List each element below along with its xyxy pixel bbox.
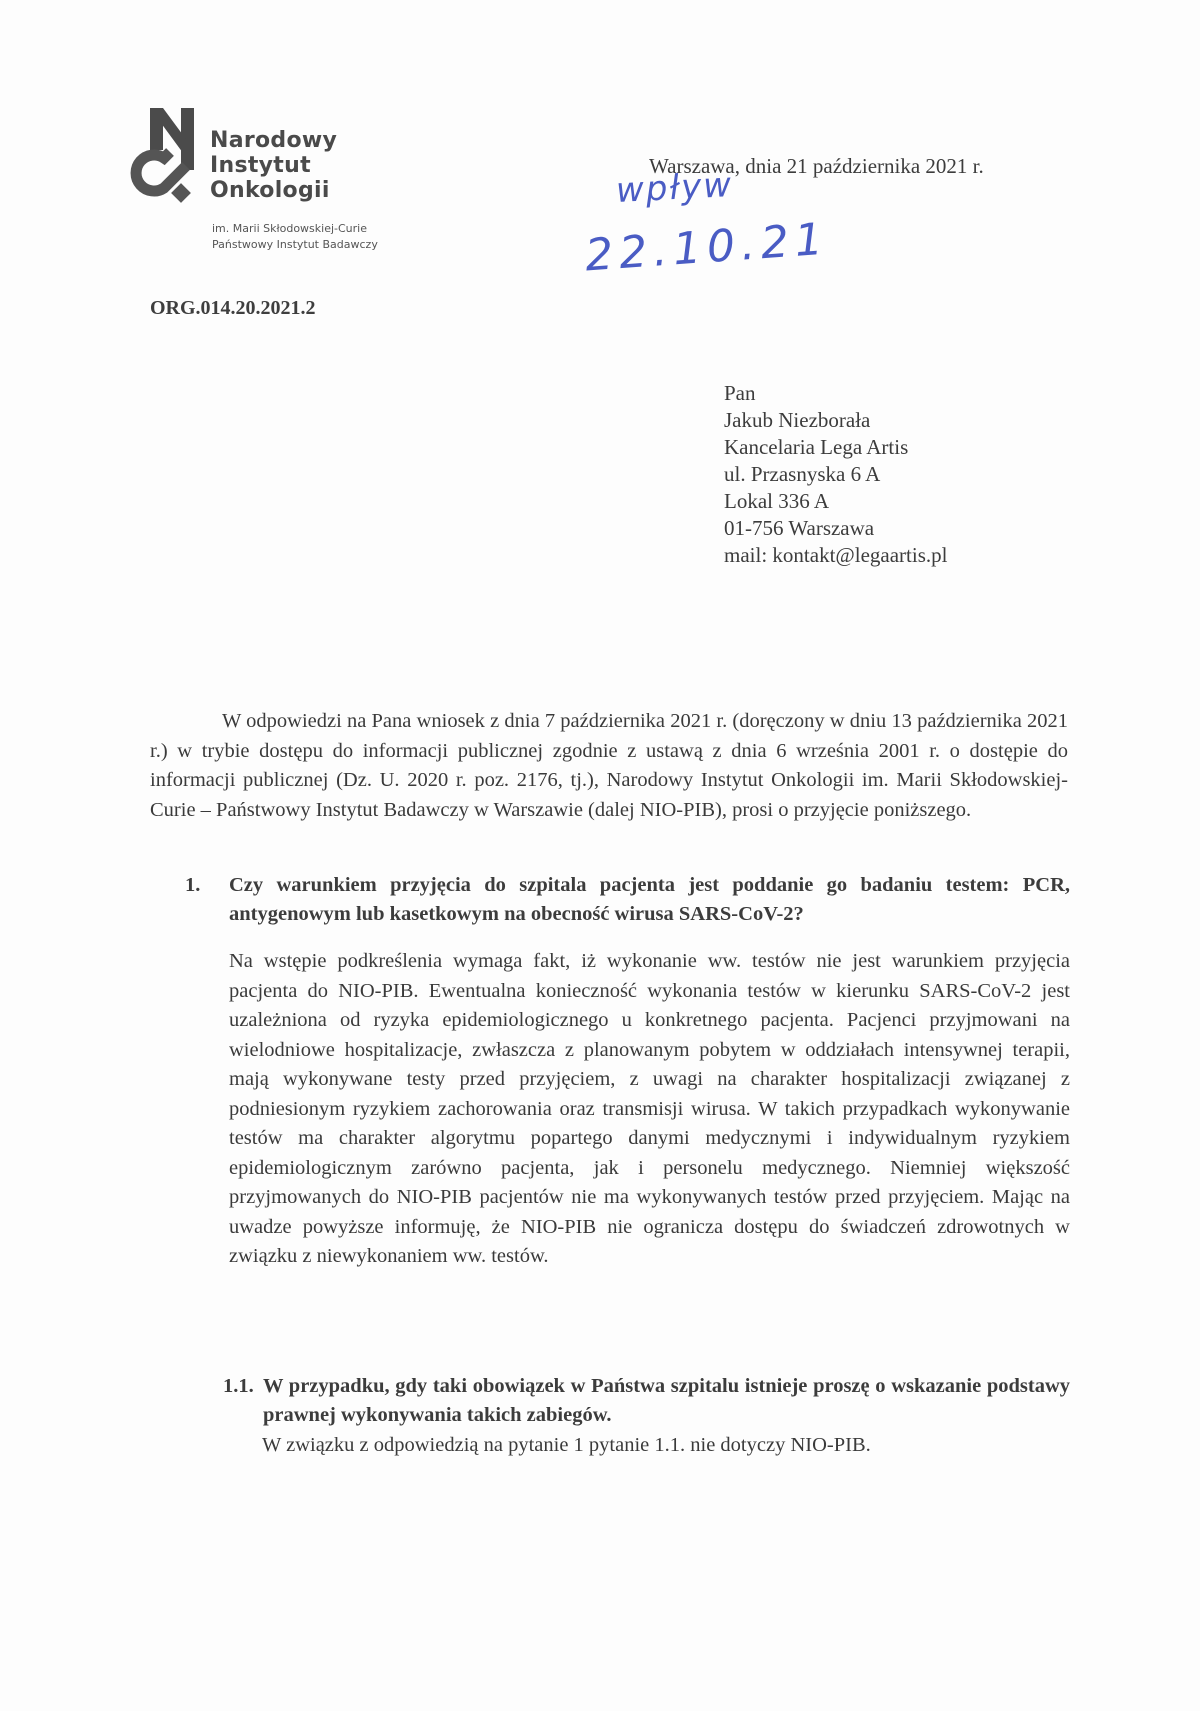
question-number: 1. bbox=[185, 874, 201, 896]
question-text: W przypadku, gdy taki obowiązek w Państwa szpitalu istnieje proszę o wskazanie podstawy prawnej wykonywania takich zabiegów. bbox=[263, 1375, 1070, 1426]
handwritten-receipt-word: wpływ bbox=[615, 164, 735, 212]
question-number: 1.1. bbox=[223, 1375, 254, 1397]
question-1-1 bbox=[223, 1372, 1070, 1430]
logo-subtitle-line: im. Marii Skłodowskiej-Curie bbox=[212, 222, 367, 235]
logo-subtitle-line: Państwowy Instytut Badawczy bbox=[212, 238, 378, 251]
question-1 bbox=[185, 871, 1070, 929]
recipient-unit: Lokal 336 A bbox=[724, 489, 829, 513]
recipient-name: Jakub Niezborała bbox=[724, 408, 871, 432]
recipient-city: 01-756 Warszawa bbox=[724, 516, 875, 540]
recipient-address bbox=[724, 380, 947, 569]
recipient-salutation: Pan bbox=[724, 381, 756, 405]
answer-1-1: W związku z odpowiedzią na pytanie 1 pytanie 1.1. nie dotyczy NIO-PIB. bbox=[262, 1434, 871, 1456]
question-text: Czy warunkiem przyjęcia do szpitala pacjenta jest poddanie go badaniu testem: PCR, antygenowym lub kasetkowym na obecność wirusa SARS-CoV-2? bbox=[229, 874, 1070, 925]
institution-logo bbox=[126, 108, 426, 258]
logo-name-line: Instytut bbox=[210, 153, 311, 178]
logo-name-line: Onkologii bbox=[210, 178, 330, 203]
answer-1: Na wstępie podkreślenia wymaga fakt, iż wykonanie ww. testów nie jest warunkiem przyjęcia pacjenta do NIO-PIB. Ewentualna konieczność wykonania testów w kierunku SARS-CoV-2 jest uzależniona od ryzyka epidemiologicznego u konkretnego pacjenta. Pacjenci przyjmowani na wielodniowe hospitalizacje, zwłaszcza z planowanym pobytem w oddziałach intensywnej terapii, mają wykonywane testy przed przyjęciem, z uwagi na charakter hospitalizacji związanej z podniesionym ryzykiem zachorowania oraz transmisji wirusa. W takich przypadkach wykonywanie testów ma charakter algorytmu popartego danymi medycznymi i indywidualnym ryzykiem epidemiologicznym zarówno pacjenta, jak i personelu medycznego. Niemniej większość przyjmowanych do NIO-PIB pacjentów nie ma wykonywanych testów przed przyjęciem. Mając na uwadze powyższe informuję, że NIO-PIB nie ogranicza dostępu do świadczeń zdrowotnych w związku z niewykonaniem ww. testów. bbox=[229, 950, 1070, 1267]
intro-paragraph: W odpowiedzi na Pana wniosek z dnia 7 października 2021 r. (doręczony w dniu 13 października 2021 r.) w trybie dostępu do informacji publicznej zgodnie z ustawą z dnia 6 września 2001 r. o dostępie do informacji publicznej (Dz. U. 2020 r. poz. 2176, tj.), Narodowy Instytut Onkologii im. Marii Skłodowskiej-Curie – Państwowy Instytut Badawczy w Warszawie (dalej NIO-PIB), prosi o przyjęcie poniższego. bbox=[150, 710, 1068, 821]
recipient-street: ul. Przasnyska 6 A bbox=[724, 462, 881, 486]
handwritten-receipt-date: 22.10.21 bbox=[583, 213, 831, 282]
place-date-line: Warszawa, dnia 21 października 2021 r. bbox=[649, 154, 984, 178]
recipient-email[interactable]: mail: kontakt@legaartis.pl bbox=[724, 543, 948, 567]
reference-number: ORG.014.20.2021.2 bbox=[150, 297, 316, 319]
recipient-company: Kancelaria Lega Artis bbox=[724, 435, 909, 459]
logo-name-line: Narodowy bbox=[210, 128, 338, 153]
nio-logo-icon bbox=[126, 108, 206, 210]
